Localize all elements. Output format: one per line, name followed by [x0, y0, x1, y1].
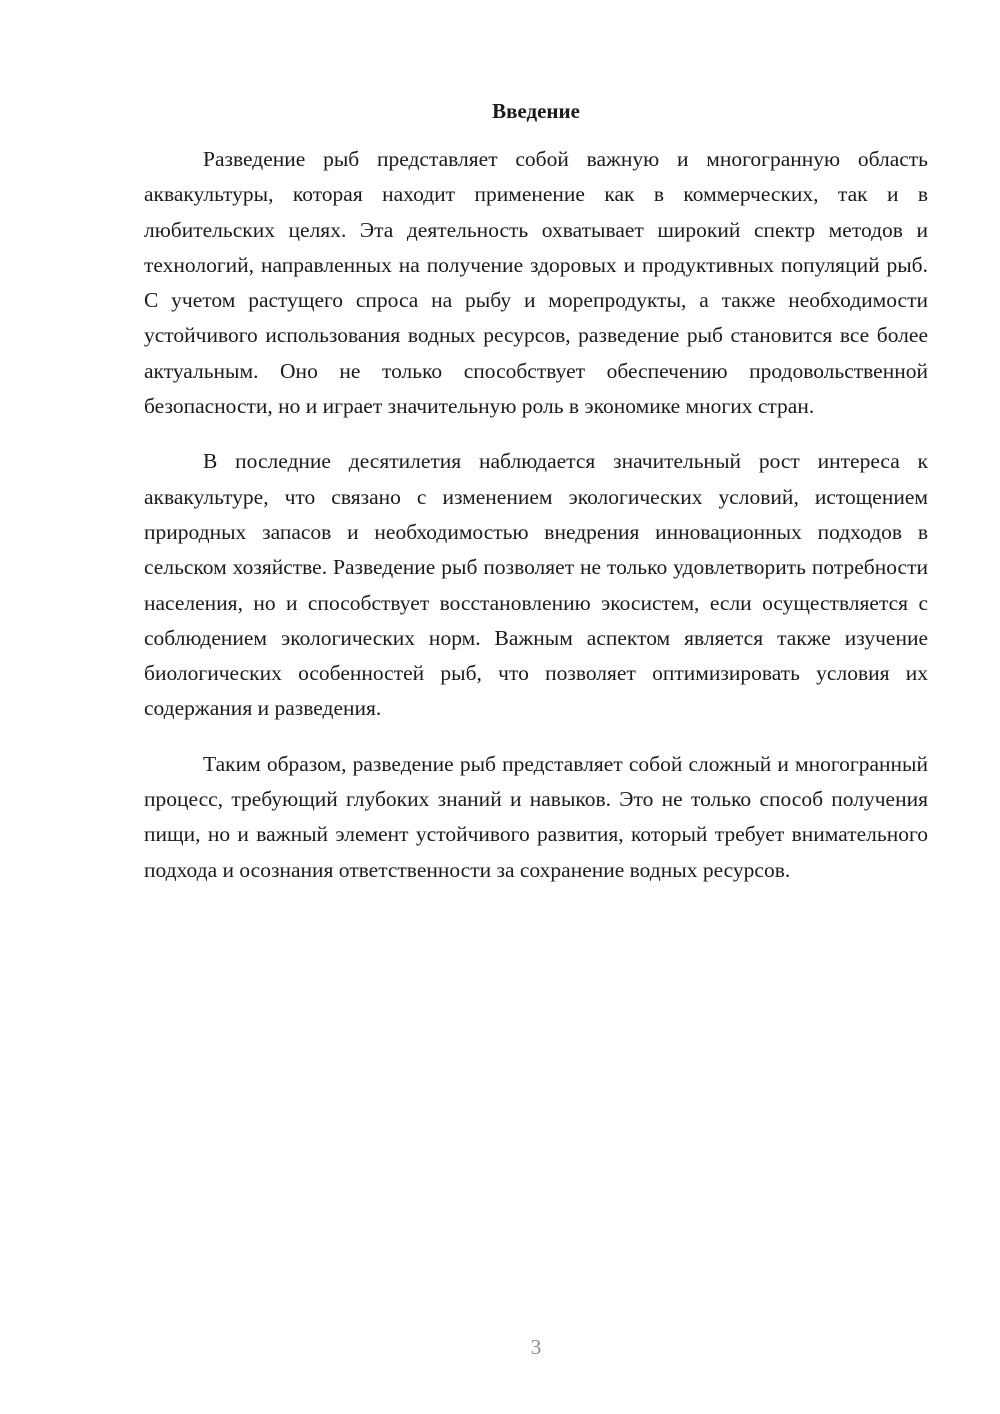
paragraph-2: В последние десятилетия наблюдается значительный рост интереса к аквакультуре, что связано с изменением экологических условий, истощением природных запасов и необходимостью внедрения инновационных подходов в сельском хозяйстве. Разведение рыб позволяет не только удовлетворить потребности населения, но и способствует восстановлению экосистем, если осуществляется с соблюдением экологических норм. Важным аспектом является также изучение биологических особенностей рыб, что позволяет оптимизировать условия их содержания и разведения. — [144, 449, 928, 721]
body-text — [144, 142, 928, 908]
page-number: 3 — [530, 1335, 542, 1359]
paragraph-3: Таким образом, разведение рыб представляет собой сложный и многогранный процесс, требующий глубоких знаний и навыков. Это не только способ получения пищи, но и важный элемент устойчивого развития, который требует внимательного подхода и осознания ответственности за сохранение водных ресурсов. — [144, 751, 928, 882]
section-heading: Введение — [492, 99, 580, 123]
paragraph-1: Разведение рыб представляет собой важную и многогранную область аквакультуры, которая находит применение как в коммерческих, так и в любительских целях. Эта деятельность охватывает широкий спектр методов и технологий, направленных на получение здоровых и продуктивных популяций рыб. С учетом растущего спроса на рыбу и морепродукты, а также необходимости устойчивого использования водных ресурсов, разведение рыб становится все более актуальным. Оно не только способствует обеспечению продовольственной безопасности, но и играет значительную роль в экономике многих стран. — [144, 147, 928, 419]
